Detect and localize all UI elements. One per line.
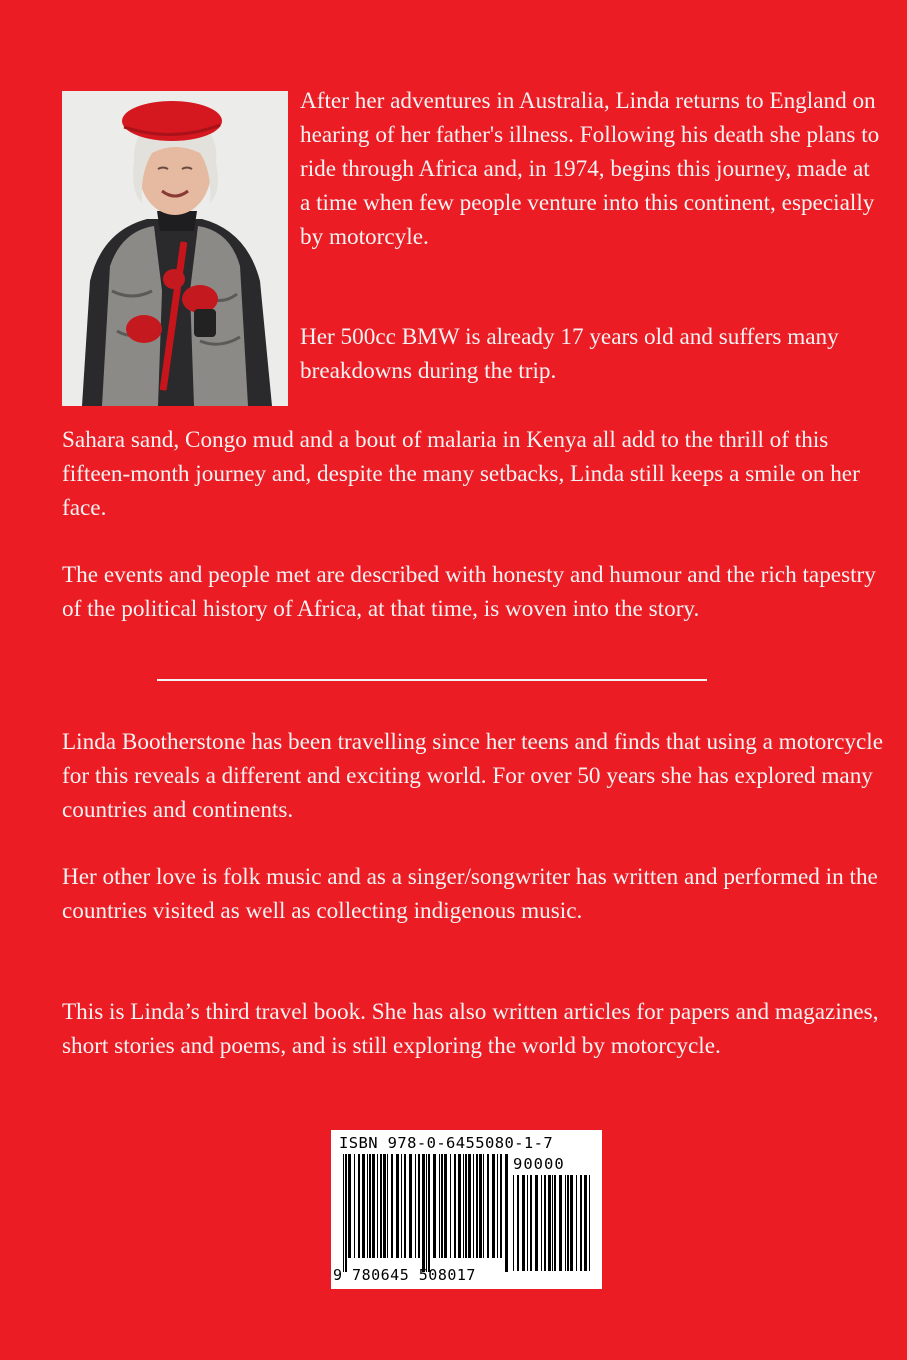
barcode-bar <box>476 1154 478 1258</box>
barcode-bar <box>497 1154 498 1258</box>
barcode-bar <box>479 1154 482 1258</box>
barcode-bar <box>422 1154 425 1272</box>
barcode-bar <box>570 1175 573 1271</box>
barcode-bar <box>409 1154 412 1258</box>
barcode-bar <box>354 1154 355 1258</box>
barcode-bar <box>584 1175 587 1271</box>
author-photo <box>62 91 288 406</box>
barcode-bar <box>358 1154 360 1258</box>
barcode-bar <box>372 1154 375 1258</box>
barcode-bar <box>454 1154 456 1258</box>
blurb-intro-paragraph: After her adventures in Australia, Linda returns to England on hearing of her father's illness. Following his death she plans to ride through Africa and, in 1974, begins this journey, made at a time when few people venture into this continent, especially by motorcyle. <box>300 88 880 250</box>
blurb-sahara-paragraph: Sahara sand, Congo mud and a bout of malaria in Kenya all add to the thrill of this fifteen-month journey and, despite the many setbacks, Linda still keeps a smile on her face. <box>62 427 860 521</box>
barcode-bar <box>544 1175 546 1271</box>
barcode-bar <box>433 1154 436 1258</box>
barcode-bar <box>444 1154 447 1258</box>
barcode-bar <box>426 1154 427 1272</box>
barcode-bar <box>530 1175 532 1271</box>
barcode-bar <box>505 1154 508 1272</box>
barcode-bar <box>492 1154 495 1258</box>
barcode-bar <box>404 1154 406 1258</box>
barcode-bar <box>439 1154 440 1258</box>
author-portrait-illustration <box>62 91 288 406</box>
barcode-bar <box>387 1154 388 1258</box>
barcode-bar <box>367 1154 368 1258</box>
barcode-bar <box>450 1154 451 1258</box>
barcode-bar <box>565 1175 566 1271</box>
isbn-number: ISBN 978-0-6455080-1-7 <box>339 1134 554 1152</box>
ean-digits: 9 780645 508017 <box>333 1266 476 1284</box>
barcode-bar <box>541 1175 542 1271</box>
barcode-bar <box>345 1154 347 1272</box>
barcode-bar <box>567 1175 569 1271</box>
barcode-bar <box>500 1154 502 1258</box>
barcode-bar <box>552 1175 553 1271</box>
barcode-bar <box>559 1175 562 1271</box>
barcode-bar <box>548 1175 551 1271</box>
isbn-barcode <box>331 1130 602 1289</box>
barcode-bar <box>580 1175 582 1271</box>
author-bio-paragraph-1: Linda Bootherstone has been travelling since her teens and finds that using a motorcycle for this reveals a different and exciting world. For over 50 years she has explored many countries and continents. <box>62 729 883 823</box>
barcode-bar <box>418 1154 420 1258</box>
barcode-bar <box>517 1175 519 1271</box>
barcode-bar <box>343 1154 344 1272</box>
author-bio-paragraph-3: This is Linda’s third travel book. She has also written articles for papers and magazines, short stories and poems, and is still exploring the world by motorcycle. <box>62 999 879 1059</box>
blurb-bmw-paragraph: Her 500cc BMW is already 17 years old and suffers many breakdowns during the trip. <box>300 324 839 384</box>
barcode-bar <box>428 1154 430 1272</box>
barcode-bar <box>487 1154 489 1258</box>
barcode-bar <box>348 1154 351 1258</box>
barcode-bar <box>483 1154 484 1258</box>
barcode-bar <box>383 1154 386 1258</box>
barcode-bar <box>441 1154 443 1258</box>
author-bio-paragraph-2: Her other love is folk music and as a singer/songwriter has written and performed in the countries visited as well as collecting indigenous music. <box>62 864 878 924</box>
barcode-bar <box>391 1154 393 1258</box>
barcode-bar <box>522 1175 525 1271</box>
barcode-bar <box>576 1175 577 1271</box>
barcode-bar <box>465 1154 467 1258</box>
barcode-bar <box>527 1175 528 1271</box>
barcode-bar <box>415 1154 416 1258</box>
barcode-bar <box>463 1154 464 1258</box>
addon-barcode-bars <box>513 1175 593 1285</box>
barcode-bar <box>589 1175 590 1271</box>
barcode-bar <box>396 1154 399 1258</box>
barcode-bar <box>513 1175 514 1271</box>
barcode-bar <box>362 1154 365 1258</box>
ean-barcode-bars <box>343 1154 508 1272</box>
barcode-bar <box>473 1154 474 1258</box>
barcode-bar <box>458 1154 461 1258</box>
barcode-bar <box>380 1154 382 1258</box>
barcode-bar <box>401 1154 402 1258</box>
section-divider <box>157 679 707 681</box>
price-addon-code: 90000 <box>513 1155 565 1173</box>
blurb-events-paragraph: The events and people met are described with honesty and humour and the rich tapestry of the political history of Africa, at that time, is woven into the story. <box>62 562 876 622</box>
barcode-bar <box>468 1154 471 1258</box>
barcode-bar <box>554 1175 556 1271</box>
barcode-bar <box>535 1175 538 1271</box>
barcode-bar <box>377 1154 378 1258</box>
barcode-bar <box>369 1154 371 1258</box>
